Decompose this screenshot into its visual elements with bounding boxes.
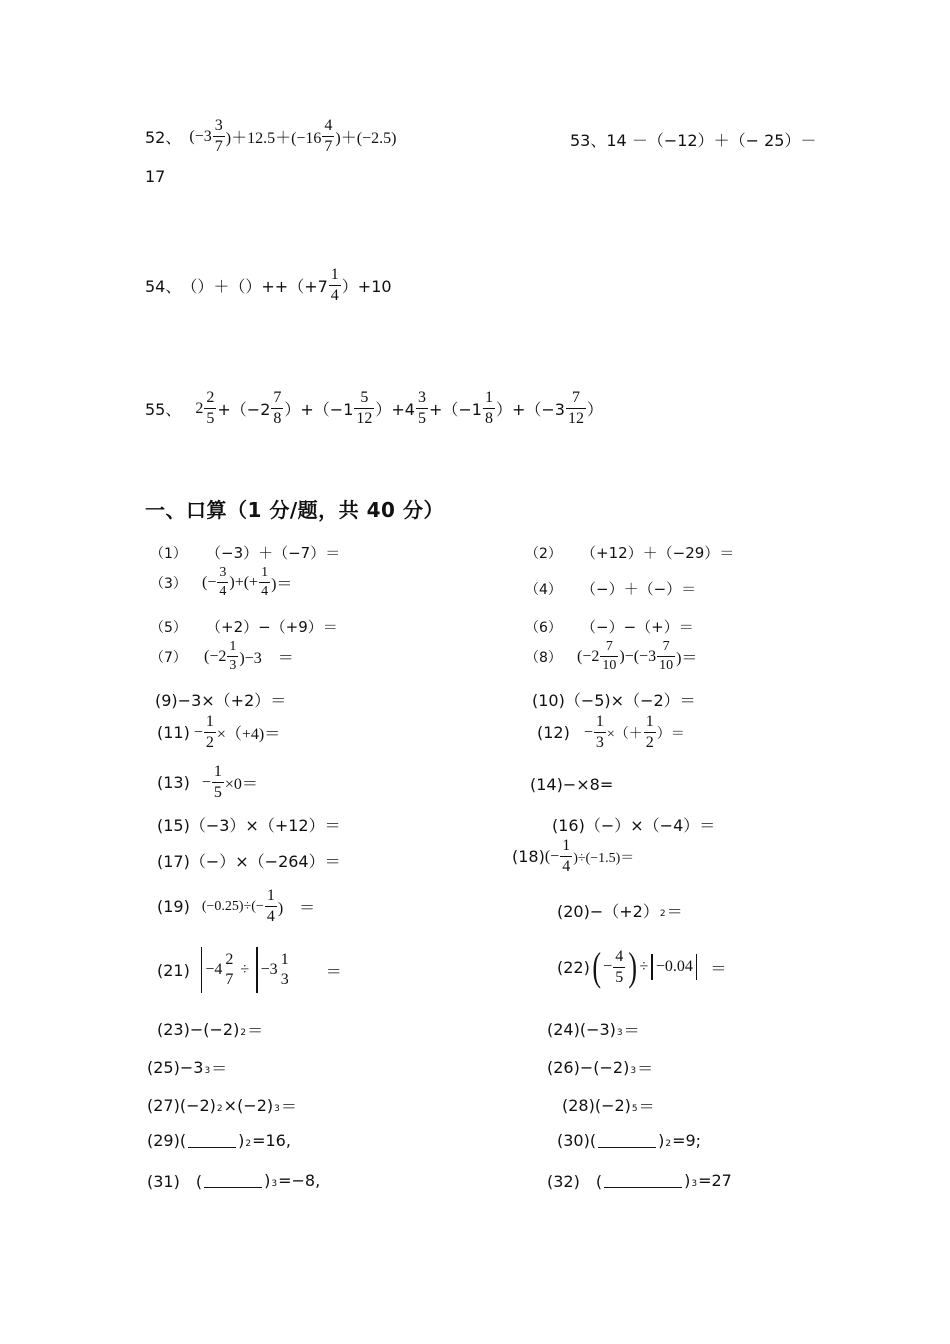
item-31 <box>147 1169 320 1192</box>
expr-part: )÷(−1.5)＝ <box>573 850 635 866</box>
expr-part: )＝ <box>271 576 293 593</box>
fraction: $\frac{1}{2}$ <box>645 713 654 751</box>
problem-number: 52、 <box>145 128 182 147</box>
fraction: 1 3 <box>280 951 289 988</box>
fraction: $\frac{7}{10}$ <box>659 639 674 673</box>
item-4 <box>525 578 696 599</box>
item-16 <box>552 813 715 836</box>
item-expr: (29)( <box>147 1131 187 1150</box>
expr-part: −4 <box>205 961 223 978</box>
problem-number: 53、 <box>570 131 607 150</box>
answer-blank[interactable] <box>188 1133 236 1148</box>
item-number: （2） <box>525 545 562 562</box>
item-number: (13) <box>157 773 190 792</box>
fraction: $\frac{5}{12}$ <box>356 389 373 427</box>
expr-part: (− <box>202 573 217 591</box>
item-14 <box>530 775 613 794</box>
item-1 <box>150 542 340 563</box>
whole-number: 2 <box>195 399 204 417</box>
expr-part: −0.04 <box>655 958 693 975</box>
item-expr: ＝ <box>638 1097 655 1116</box>
item-11 <box>157 714 280 751</box>
item-number: (22) <box>557 957 590 977</box>
expr-part: )＋(−2.5) <box>335 130 397 147</box>
item-expr: (32) ( <box>547 1172 603 1191</box>
item-expr: (9)−3×（+2）＝ <box>155 691 287 710</box>
item-expr: ＝ <box>623 1021 640 1040</box>
item-expr: （−）＋（−）＝ <box>581 580 697 598</box>
item-expr: ) <box>264 1171 271 1190</box>
exponent: 3 <box>616 1027 623 1038</box>
item-expr: ) <box>658 1131 665 1150</box>
exponent: 2 <box>245 1138 252 1149</box>
expr-part: )＝ <box>676 650 698 667</box>
expr-part: ÷ <box>240 961 250 978</box>
expr-part: −3 <box>260 961 278 978</box>
exponent: 2 <box>216 1103 223 1114</box>
item-7 <box>150 640 294 673</box>
fraction: $\frac{1}{5}$ <box>213 763 222 801</box>
item-29 <box>147 1131 291 1150</box>
item-expr: ＝ <box>211 1059 228 1078</box>
item-23 <box>157 1018 263 1041</box>
item-number: （5） <box>150 619 187 636</box>
abs-bar <box>651 954 653 980</box>
item-number: (19) <box>157 897 190 916</box>
paren: ) <box>628 944 638 989</box>
expr-part: ÷ <box>639 958 649 975</box>
fraction: $\frac{7}{12}$ <box>567 389 584 427</box>
item-number: （3） <box>150 575 187 592</box>
problem-number: 54、 <box>145 277 182 296</box>
expr-part: (−2 <box>577 647 600 665</box>
problem-53 <box>570 128 816 151</box>
exponent: 3 <box>630 1065 637 1076</box>
item-number: （6） <box>525 619 562 636</box>
fraction: $\frac{7}{8}$ <box>273 389 282 427</box>
item-expr: （+12）＋（−29）＝ <box>581 544 735 562</box>
answer-blank[interactable] <box>604 1173 682 1188</box>
fraction: $\frac{3}{5}$ <box>417 389 426 427</box>
item-expr: =27 <box>698 1171 732 1190</box>
fraction: $\frac{1}{4}$ <box>261 565 269 599</box>
section-title: 一、口算（1 分/题，共 40 分） <box>145 498 444 522</box>
item-expr: ＝ <box>247 1021 264 1040</box>
abs-bar <box>256 947 258 993</box>
item-expr: ＝ <box>710 958 727 978</box>
expr-part: ）+（−3 <box>495 400 565 419</box>
item-expr: (14)−×8= <box>530 775 614 794</box>
problem-53-wrap <box>145 167 165 186</box>
item-number: (11) <box>157 723 190 742</box>
item-32 <box>547 1169 732 1192</box>
expr-text: 14 －（−12）＋（− 25）－ <box>606 131 817 150</box>
item-expr: =−8, <box>278 1171 321 1190</box>
expr-part: − <box>201 773 211 791</box>
item-expr: (20)−（+2） <box>557 902 659 921</box>
expr-part: )−3 ＝ <box>239 650 294 667</box>
expr-part: ）+（−1 <box>284 400 354 419</box>
item-expr: ) <box>684 1171 691 1190</box>
item-13 <box>157 764 258 801</box>
paren: ( <box>592 944 601 989</box>
expr-part: ）+4 <box>375 400 415 419</box>
exponent: 3 <box>271 1178 278 1189</box>
item-expr: (15)（−3）×（+12）＝ <box>157 816 341 835</box>
item-28 <box>562 1094 655 1117</box>
item-12 <box>537 714 685 751</box>
fraction: $\frac{1}{8}$ <box>484 389 493 427</box>
item-19 <box>157 888 315 925</box>
item-expr: ＝ <box>637 1059 654 1078</box>
exponent: 2 <box>659 908 666 919</box>
item-expr: ＝ <box>666 902 683 921</box>
exponent: 3 <box>691 1178 698 1189</box>
item-25 <box>147 1056 227 1079</box>
item-expr: (23)−(−2) <box>157 1020 240 1039</box>
item-expr: ＝ <box>325 961 342 981</box>
fraction: $\frac{4}{7}$ <box>324 117 333 155</box>
exponent: 3 <box>204 1065 211 1076</box>
item-expr: (28)(−2) <box>562 1096 631 1115</box>
item-number: (12) <box>537 723 570 742</box>
item-number: （8） <box>525 649 562 666</box>
problem-number: 55、 <box>145 400 182 419</box>
fraction: $\frac{4}{5}$ <box>615 947 624 986</box>
item-expr: (26)−(−2) <box>547 1058 630 1077</box>
item-17 <box>157 849 341 872</box>
item-6 <box>525 616 694 637</box>
answer-blank[interactable] <box>204 1173 262 1188</box>
fraction: $\frac{1}{3}$ <box>229 639 237 673</box>
expr-part: （）＋（）++（+7 <box>181 277 328 296</box>
fraction: $\frac{3}{4}$ <box>219 565 227 599</box>
abs-bar <box>696 954 698 980</box>
expr-part: − <box>583 723 593 741</box>
expr-part: ）＝ <box>656 726 685 742</box>
expr-part: − <box>193 723 203 741</box>
item-expr: (27)(−2) <box>147 1096 216 1115</box>
expr-part: +（−1 <box>428 400 482 419</box>
fraction: $\frac{1}{4}$ <box>266 887 275 925</box>
item-18 <box>512 838 634 875</box>
expr-part: (−3 <box>189 127 212 145</box>
expr-part: ×（＋ <box>606 726 643 742</box>
exponent: 5 <box>631 1103 638 1114</box>
problem-52 <box>145 118 396 155</box>
fraction: $\frac{7}{10}$ <box>602 639 617 673</box>
problem-54 <box>145 267 392 304</box>
item-30 <box>557 1131 701 1150</box>
answer-blank[interactable] <box>598 1133 656 1148</box>
item-10 <box>532 688 696 711</box>
item-2 <box>525 542 734 563</box>
item-number: (18) <box>512 847 545 866</box>
fraction: $\frac{1}{2}$ <box>205 713 214 751</box>
item-27 <box>147 1094 297 1117</box>
item-20 <box>557 899 683 922</box>
item-24 <box>547 1018 640 1041</box>
expr-part: ） <box>586 400 603 419</box>
exponent: 3 <box>274 1103 280 1114</box>
item-9 <box>155 688 286 711</box>
expr-part: ) ＝ <box>277 900 316 917</box>
item-expr: =9; <box>672 1131 702 1150</box>
item-26 <box>547 1056 653 1079</box>
item-expr: ＝ <box>280 1097 297 1116</box>
expr-part: )−(−3 <box>619 647 657 665</box>
exponent: 2 <box>240 1027 247 1038</box>
item-expr: =16, <box>252 1131 291 1150</box>
expr-part: )+(+ <box>229 573 259 591</box>
item-3 <box>150 566 292 599</box>
item-expr: ) <box>238 1131 245 1150</box>
item-expr: （−）−（+）＝ <box>581 618 694 636</box>
item-expr: (17)（−）×（−264）＝ <box>157 852 341 871</box>
expr-part: (− <box>544 847 560 865</box>
item-22 <box>557 944 727 989</box>
item-number: （7） <box>150 649 187 666</box>
item-number: (21) <box>157 960 190 980</box>
item-number: （4） <box>525 581 562 598</box>
fraction: $\frac{1}{3}$ <box>595 713 604 751</box>
item-21 <box>157 947 342 993</box>
fraction: $\frac{2}{5}$ <box>206 389 215 427</box>
problem-55 <box>145 390 603 427</box>
item-expr: (16)（−）×（−4）＝ <box>552 816 716 835</box>
expr-part: − <box>603 958 613 975</box>
item-expr: （+2）−（+9）＝ <box>206 618 338 636</box>
item-expr: (30)( <box>557 1131 597 1150</box>
item-5 <box>150 616 338 637</box>
item-expr: (31) ( <box>147 1172 203 1191</box>
exponent: 2 <box>665 1138 672 1149</box>
expr-part: ×0＝ <box>224 776 258 793</box>
expr-part: ×（+4)＝ <box>216 726 281 743</box>
expr-part: ）+10 <box>341 277 392 296</box>
expr-text: 17 <box>145 167 166 186</box>
fraction: $\frac{1}{4}$ <box>330 266 339 304</box>
item-expr: (25)−3 <box>147 1058 204 1077</box>
item-expr: ×(−2) <box>223 1096 274 1115</box>
expr-part: )＋12.5＋(−16 <box>225 130 322 147</box>
expr-part: (−2 <box>204 647 227 665</box>
fraction: $\frac{1}{4}$ <box>562 837 571 875</box>
expr-part: +（−2 <box>217 400 271 419</box>
fraction: 2 7 <box>225 951 234 988</box>
abs-bar <box>201 947 203 993</box>
expr-part: (−0.25)÷(− <box>201 898 264 914</box>
item-expr: (10)（−5)×（−2）＝ <box>532 691 696 710</box>
item-15 <box>157 813 341 836</box>
item-8 <box>525 640 697 673</box>
item-expr: (24)(−3) <box>547 1020 616 1039</box>
item-number: （1） <box>150 545 187 562</box>
fraction: $\frac{3}{7}$ <box>214 117 223 155</box>
item-expr: （−3）＋（−7）＝ <box>206 544 341 562</box>
